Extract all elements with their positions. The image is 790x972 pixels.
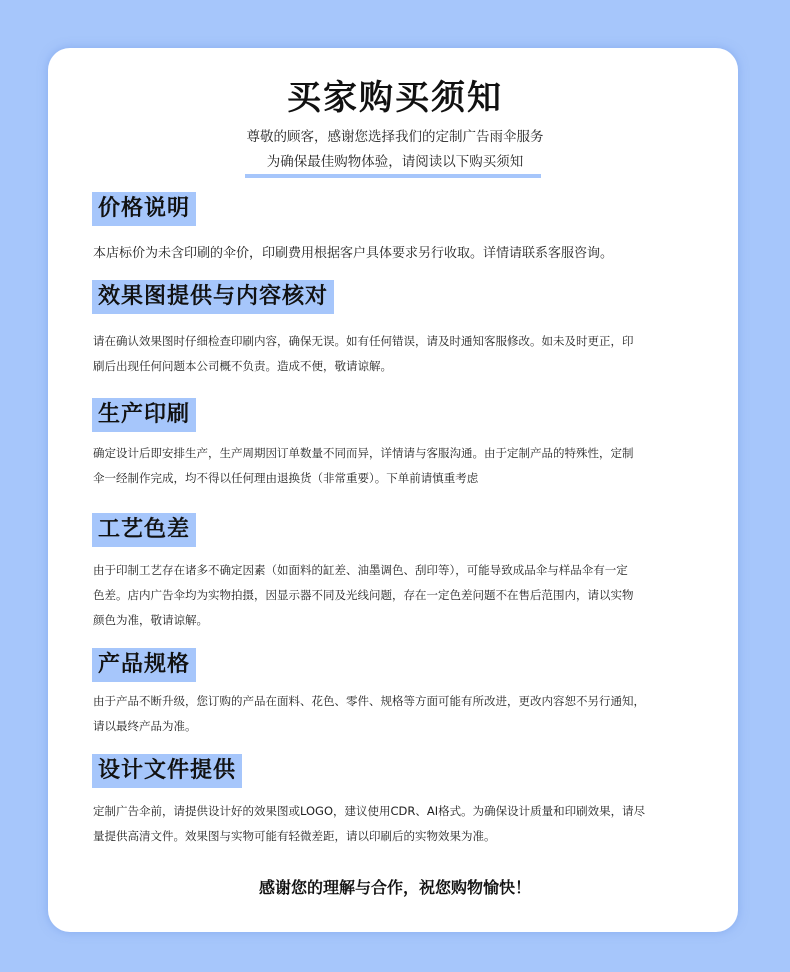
section-heading-color: 工艺色差 bbox=[92, 513, 196, 547]
intro-line-2: 为确保最佳购物体验，请阅读以下购买须知 bbox=[266, 154, 524, 170]
section-text-color bbox=[93, 558, 693, 633]
section-text-spec bbox=[93, 689, 693, 739]
section-heading-spec: 产品规格 bbox=[92, 648, 196, 682]
section-text-production bbox=[93, 441, 693, 491]
text-line: 色差。店内广告伞均为实物拍摄，因显示器不同及光线问题，存在一定色差问题不在售后范围内，请以实物 bbox=[93, 588, 634, 602]
section-heading-production: 生产印刷 bbox=[92, 398, 196, 432]
section-text-proof bbox=[93, 329, 693, 379]
text-line: 定制广告伞前，请提供设计好的效果图或LOGO，建议使用CDR、AI格式。为确保设计质量和印刷效果，请尽 bbox=[93, 804, 646, 818]
text-line: 颜色为准，敬请谅解。 bbox=[93, 613, 208, 627]
intro-line-1: 尊敬的顾客，感谢您选择我们的定制广告雨伞服务 bbox=[246, 129, 544, 145]
section-text-price bbox=[93, 241, 693, 266]
section-text-files bbox=[93, 799, 693, 849]
text-line: 确定设计后即安排生产，生产周期因订单数量不同而异，详情请与客服沟通。由于定制产品的特殊性，定制 bbox=[93, 446, 634, 460]
section-heading-price: 价格说明 bbox=[92, 192, 196, 226]
text-line: 刷后出现任何问题本公司概不负责。造成不便，敬请谅解。 bbox=[93, 359, 392, 373]
text-line: 伞一经制作完成，均不得以任何理由退换货（非常重要）。下单前请慎重考虑 bbox=[93, 471, 479, 485]
section-heading-files: 设计文件提供 bbox=[92, 754, 242, 788]
intro-underline bbox=[245, 174, 541, 178]
text-line: 本店标价为未含印刷的伞价，印刷费用根据客户具体要求另行收取。详情请联系客服咨询。 bbox=[93, 246, 614, 261]
text-line: 请以最终产品为准。 bbox=[93, 719, 197, 733]
text-line: 量提供高清文件。效果图与实物可能有轻微差距，请以印刷后的实物效果为准。 bbox=[93, 829, 496, 843]
closing-message: 感谢您的理解与合作，祝您购物愉快！ bbox=[258, 878, 531, 897]
section-heading-proof: 效果图提供与内容核对 bbox=[92, 280, 334, 314]
text-line: 请在确认效果图时仔细检查印刷内容，确保无误。如有任何错误，请及时通知客服修改。如未及时更正，印 bbox=[93, 334, 634, 348]
text-line: 由于产品不断升级，您订购的产品在面料、花色、零件、规格等方面可能有所改进，更改内容恕不另行通知， bbox=[93, 694, 645, 708]
text-line: 由于印制工艺存在诸多不确定因素（如面料的缸差、油墨调色、刮印等），可能导致成品伞与样品伞有一定 bbox=[93, 563, 628, 577]
page-title: 买家购买须知 bbox=[287, 78, 503, 118]
